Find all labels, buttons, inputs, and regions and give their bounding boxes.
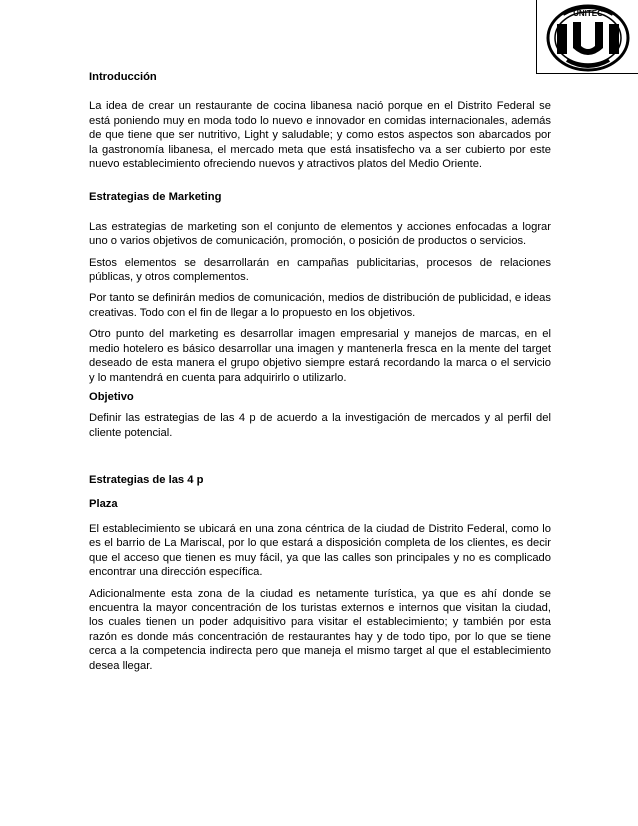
cuatro-p-heading: Estrategias de las 4 p xyxy=(89,474,204,487)
marketing-paragraph-3: Por tanto se definirán medios de comunicación, medios de distribución de publicidad, e ideas creativas. Todo con el fin de llegar a lo propuesto en los objetivos. xyxy=(89,292,551,319)
objetivo-paragraph: Definir las estrategias de las 4 p de acuerdo a la investigación de mercados y al perfil del cliente potencial. xyxy=(89,412,551,439)
plaza-paragraph-2: Adicionalmente esta zona de la ciudad es netamente turística, ya que es ahí donde se encuentra la mayor concentración de los turistas externos e internos que visitan la ciudad, los cuales tienen un poder adquisitivo para visitar el establecimiento; y también por esta razón es donde más concentración de restaurantes hay y de todo tipo, por lo que se tiene cerca a la competencia indirecta pero que maneja el mismo target al que el establecimiento desea llegar. xyxy=(89,587,551,672)
unitec-seal-icon xyxy=(543,2,633,72)
logo-letter: U xyxy=(581,26,595,46)
objetivo-heading: Objetivo xyxy=(89,390,134,403)
document-body xyxy=(89,70,551,673)
marketing-paragraph-1: Las estrategias de marketing son el conjunto de elementos y acciones enfocadas a lograr uno o varios objetivos de comunicación, promoción, o posición de productos o servicios. xyxy=(89,220,551,248)
intro-paragraph: La idea de crear un restaurante de cocina libanesa nació porque en el Distrito Federal se está poniendo muy en moda todo lo nuevo e innovador en comidas internacionales, además de que tiene que ser nutritivo, Light y saludable; y como estos aspectos son abarcados por la gastronomía libanesa, el mercado meta que está insatisfecho va a ser cubierto por este nuevo establecimiento ofreciendo nuevos y atractivos platos del Medio Oriente. xyxy=(89,100,551,171)
marketing-paragraph-4: Otro punto del marketing es desarrollar imagen empresarial y manejos de marcas, en el medio hotelero es básico desarrollar una imagen y mantenerla fresca en la mente del target deseado de esta manera el grupo objetivo siempre estará recordando la marca o el servicio y lo mantendrá en cuenta para adquirirlo o utilizarlo. xyxy=(89,328,551,384)
marketing-heading: Estrategias de Marketing xyxy=(89,191,222,204)
plaza-heading: Plaza xyxy=(89,497,118,510)
marketing-paragraph-2: Estos elementos se desarrollarán en campañas publicitarias, procesos de relaciones públicas, y otros complementos. xyxy=(89,256,551,284)
intro-heading: Introducción xyxy=(89,71,157,83)
university-logo xyxy=(536,0,638,74)
plaza-paragraph-1: El establecimiento se ubicará en una zona céntrica de la ciudad de Distrito Federal, como lo es el barrio de La Mariscal, por lo que estará a disposición completa de los clientes, es decir que el acceso que tienen es muy fácil, ya que las calles son principales y no es complicado encontrar una dirección específica. xyxy=(89,522,551,579)
logo-text: UNITEC xyxy=(573,9,603,18)
